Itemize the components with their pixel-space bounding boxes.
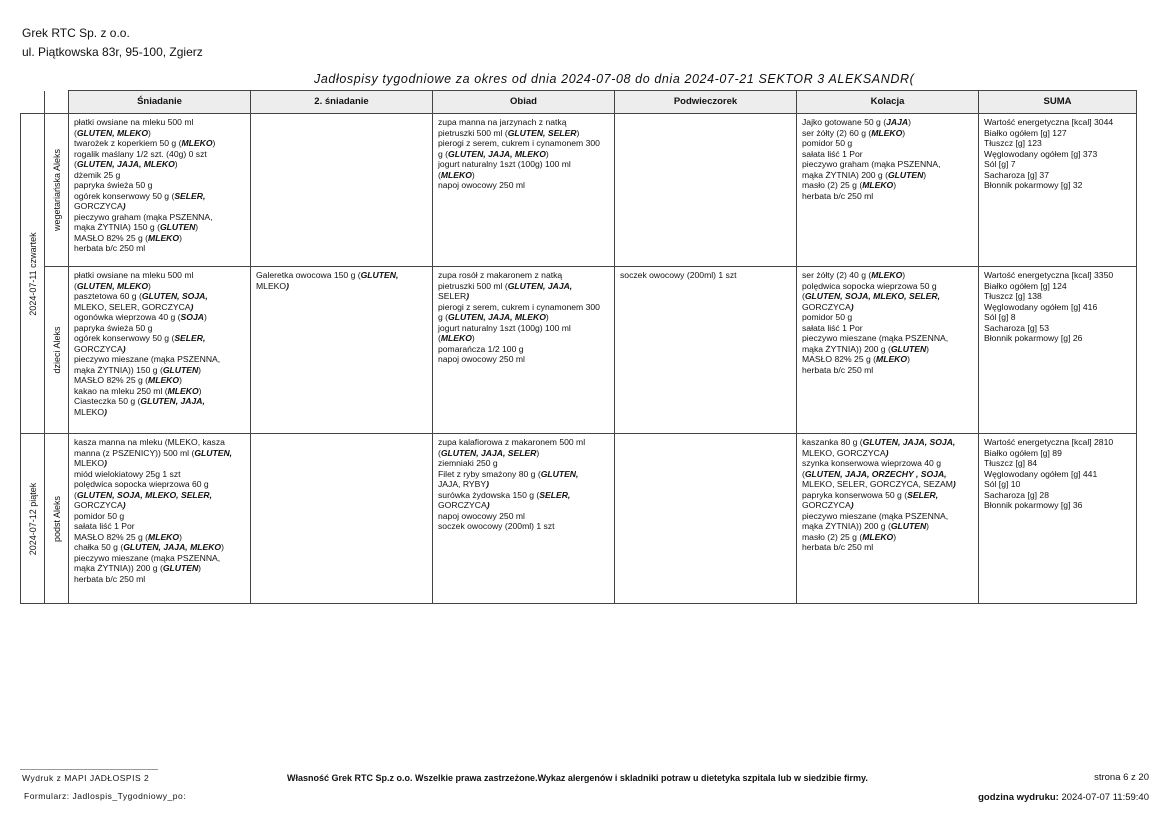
meal-line: Tłuszcz [g] 123 <box>984 138 1042 148</box>
allergen-text: GLUTEN, JAJA, MLEKO <box>123 542 222 552</box>
meal-line: Sacharoza [g] 53 <box>984 322 1049 333</box>
meal-cell-podwieczorek <box>615 267 797 434</box>
meal-line: GORCZYCA) <box>802 301 854 312</box>
meal-line: pieczywo mieszane (mąka PSZENNA, <box>802 510 949 521</box>
allergen-text: ) <box>850 301 854 312</box>
allergen-text: MLEKO <box>871 127 903 138</box>
meal-row <box>21 114 1137 267</box>
meal-line: GORCZYCA) <box>74 343 126 354</box>
meal-line: (GLUTEN, JAJA, SELER) <box>438 447 540 458</box>
meal-line: (MLEKO) <box>438 333 475 343</box>
allergen-text: GLUTEN <box>159 222 196 232</box>
meal-line: MLEKO, GORCZYCA) <box>802 447 889 458</box>
allergen-text: MLEKO <box>440 169 472 180</box>
header-blank <box>21 91 45 114</box>
meal-line: płatki owsiane na mleku 500 ml <box>74 270 194 280</box>
meal-line: zupa kalafiorowa z makaronem 500 ml <box>438 437 586 447</box>
meal-line: pierogi z serem, cukrem i cynamonem 300 <box>438 138 600 148</box>
header-blank <box>45 91 69 114</box>
meal-line: GORCZYCA) <box>74 500 126 510</box>
allergen-text: SOJA <box>180 312 204 322</box>
meal-line: jogurt naturalny 1szt (100g) 100 ml <box>438 322 571 333</box>
meal-line: pomidor 50 g <box>802 138 853 148</box>
allergen-text: GLUTEN, JAJA, ORZECHY , SOJA, <box>804 468 947 479</box>
allergen-text: ) <box>850 500 854 510</box>
meal-line: JAJA, RYBY) <box>438 479 489 489</box>
allergen-text: GLUTEN <box>890 343 927 354</box>
allergen-text: GLUTEN, <box>540 468 579 479</box>
allergen-text: GLUTEN <box>890 521 927 531</box>
meal-line: Sól [g] 10 <box>984 479 1021 489</box>
meal-line: (MLEKO) <box>438 169 475 180</box>
meal-line: MLEKO) <box>74 458 107 468</box>
allergen-text: GLUTEN <box>162 563 199 573</box>
meal-line: płatki owsiane na mleku 500 ml <box>74 117 194 127</box>
meal-line: MASŁO 82% 25 g (MLEKO) <box>74 375 182 385</box>
meal-cell-2-sniadanie <box>251 267 433 434</box>
meal-line: herbata b/c 250 ml <box>74 573 146 584</box>
meal-line: herbata b/c 250 ml <box>802 364 874 375</box>
allergen-text: GLUTEN <box>887 169 924 180</box>
meal-line: ogórek konserwowy 50 g (SELER, <box>74 190 206 201</box>
allergen-text: ) <box>104 458 107 468</box>
meal-line: Wartość energetyczna [kcal] 3044 <box>984 117 1114 127</box>
meal-line: Wartość energetyczna [kcal] 3350 <box>984 270 1114 280</box>
meal-line: jogurt naturalny 1szt (100g) 100 ml <box>438 159 571 169</box>
meal-line: pieczywo mieszane (mąka PSZENNA, <box>74 354 221 364</box>
meal-line: (GLUTEN, JAJA, ORZECHY , SOJA, <box>802 468 947 479</box>
meal-line: g (GLUTEN, JAJA, MLEKO) <box>438 148 549 159</box>
meal-line: mąka ŻYTNIA) 200 g (GLUTEN) <box>802 169 927 180</box>
allergen-text: SELER, <box>907 489 939 500</box>
meal-line: zupa manna na jarzynach z natką <box>438 117 567 127</box>
meal-line: herbata b/c 250 ml <box>802 542 874 552</box>
meal-line: szynka konserwowa wieprzowa 40 g <box>802 458 941 468</box>
meal-cell-sniadanie <box>69 267 251 434</box>
meal-line: Sól [g] 8 <box>984 312 1016 322</box>
meal-line: mąka ŻYTNIA)) 200 g (GLUTEN) <box>74 563 202 573</box>
allergen-text: ) <box>286 280 289 291</box>
footer-print-time <box>978 792 1149 803</box>
diet-name-cell <box>45 267 69 434</box>
allergen-text: GLUTEN, SOJA, <box>141 291 208 301</box>
day-date-cell <box>21 434 45 604</box>
allergen-text: ) <box>122 500 126 510</box>
meal-line: Tłuszcz [g] 84 <box>984 458 1038 468</box>
allergen-text: GLUTEN, JAJA, <box>140 396 205 406</box>
meal-line: Białko ogółem [g] 124 <box>984 280 1067 291</box>
meal-line: soczek owocowy (200ml) 1 szt <box>438 521 555 531</box>
meal-line: Jajko gotowane 50 g (JAJA) <box>802 117 911 127</box>
allergen-text: SELER, <box>174 190 206 201</box>
meal-line: Tłuszcz [g] 138 <box>984 291 1042 301</box>
meal-line: pierogi z serem, cukrem i cynamonem 300 <box>438 301 600 312</box>
meal-line: MASŁO 82% 25 g (MLEKO) <box>802 354 910 364</box>
meal-row <box>21 267 1137 434</box>
meal-cell-kolacja <box>797 267 979 434</box>
company-header <box>22 24 203 62</box>
company-address: ul. Piątkowska 83r, 95-100, Zgierz <box>22 45 203 59</box>
allergen-text: GLUTEN, <box>194 447 233 458</box>
meal-line: kasza manna na mleku (MLEKO, kasza <box>74 437 225 447</box>
allergen-text: GLUTEN, MLEKO <box>76 280 149 291</box>
meal-line: (GLUTEN, MLEKO) <box>74 280 151 291</box>
meal-cell-obiad <box>433 114 615 267</box>
meal-line: pomarańcza 1/2 100 g <box>438 343 524 354</box>
meal-line: MLEKO) <box>256 280 289 291</box>
allergen-text: MLEKO <box>871 270 903 280</box>
meal-line: pietruszki 500 ml (GLUTEN, JAJA, <box>438 280 573 291</box>
column-header-suma: SUMA <box>979 91 1137 114</box>
meal-line: sałata liść 1 Por <box>802 148 863 159</box>
meal-line: mąka ŻYTNIA)) 200 g (GLUTEN) <box>802 521 930 531</box>
meal-line: Sacharoza [g] 28 <box>984 489 1049 500</box>
allergen-text: GLUTEN, JAJA, <box>507 280 573 291</box>
allergen-text: SELER, <box>174 333 206 343</box>
meal-line: ser żółty (2) 60 g (MLEKO) <box>802 127 906 138</box>
column-header-obiad: Obiad <box>433 91 615 114</box>
meal-line: MASŁO 82% 25 g (MLEKO) <box>74 531 182 542</box>
meal-line: (GLUTEN, MLEKO) <box>74 127 151 138</box>
meal-line: manna (z PSZENICY)) 500 ml (GLUTEN, <box>74 447 233 458</box>
meal-line: ser żółty (2) 40 g (MLEKO) <box>802 270 906 280</box>
meal-line: pieczywo mieszane (mąka PSZENNA, <box>802 333 949 343</box>
allergen-text: ) <box>122 201 126 211</box>
meal-line: MLEKO, SELER, GORCZYCA, SEZAM) <box>802 479 956 489</box>
meal-line: pietruszki 500 ml (GLUTEN, SELER) <box>438 127 580 138</box>
allergen-text: SELER, <box>539 489 571 500</box>
meal-line: polędwica sopocka wieprzowa 50 g <box>802 280 937 291</box>
meal-line: miód wielokiatowy 25g 1 szt <box>74 468 181 479</box>
diet-name-label: wegetariańska Aleks <box>51 148 62 232</box>
allergen-text: GLUTEN, MLEKO <box>76 127 149 138</box>
meal-line: papryka konserwowa 50 g (SELER, <box>802 489 939 500</box>
meal-line: masło (2) 25 g (MLEKO) <box>802 180 897 190</box>
allergen-text: ) <box>190 301 194 312</box>
meal-line: SELER) <box>438 291 470 301</box>
meal-line: Galeretka owocowa 150 g (GLUTEN, <box>256 270 399 280</box>
meal-line: pomidor 50 g <box>802 312 853 322</box>
meal-line: (GLUTEN, JAJA, MLEKO) <box>74 159 178 169</box>
meal-line: Sacharoza [g] 37 <box>984 169 1049 180</box>
allergen-text: MLEKO <box>876 354 908 364</box>
footer-print-label: godzina wydruku: <box>978 792 1059 803</box>
allergen-text: MLEKO <box>440 333 472 343</box>
meal-line: pasztetowa 60 g (GLUTEN, SOJA, <box>74 291 208 301</box>
allergen-text: MLEKO <box>148 531 180 542</box>
meal-line: mąka ŻYTNIA)) 200 g (GLUTEN) <box>802 343 930 354</box>
allergen-text: MLEKO <box>862 180 894 190</box>
footer-divider <box>20 769 158 770</box>
meal-line: MLEKO) <box>74 406 107 417</box>
meal-line: zupa rosół z makaronem z natką <box>438 270 563 280</box>
footer-form-name: Formularz: Jadlospis_Tygodniowy_po: <box>24 791 187 801</box>
meal-line: Filet z ryby smażony 80 g (GLUTEN, <box>438 468 579 479</box>
allergen-text: ) <box>486 500 490 510</box>
column-header-sniadanie: Śniadanie <box>69 91 251 114</box>
diet-name-label: dzieci Aleks <box>51 326 62 374</box>
meal-line: Błonnik pokarmowy [g] 36 <box>984 500 1083 510</box>
allergen-text: MLEKO <box>862 531 894 542</box>
allergen-text: GLUTEN, SELER <box>507 127 577 138</box>
footer-copyright: Własność Grek RTC Sp.z o.o. Wszelkie prawa zastrzeżone.Wykaz alergenów i skladniki potraw u dietetyka szpitala lub w siedzibie firmy. <box>287 773 868 783</box>
allergen-text: MLEKO <box>181 138 213 148</box>
meal-row <box>21 434 1137 604</box>
allergen-text: MLEKO <box>148 375 180 385</box>
meal-line: Ciasteczka 50 g (GLUTEN, JAJA, <box>74 396 205 406</box>
meal-line: polędwica sopocka wieprzowa 60 g <box>74 479 209 489</box>
meal-line: papryka świeża 50 g <box>74 180 153 190</box>
allergen-text: GLUTEN, SOJA, MLEKO, SELER, <box>76 489 212 500</box>
meal-line: papryka świeża 50 g <box>74 322 153 333</box>
day-date-cell <box>21 114 45 434</box>
meal-line: dżemik 25 g <box>74 169 121 180</box>
meal-line: pieczywo graham (mąka PSZENNA, <box>802 159 941 169</box>
meal-line: twarożek z koperkiem 50 g (MLEKO) <box>74 138 216 148</box>
meal-cell-suma <box>979 114 1137 267</box>
meal-line: masło (2) 25 g (MLEKO) <box>802 531 897 542</box>
document-title <box>200 72 920 88</box>
meal-cell-sniadanie <box>69 114 251 267</box>
allergen-text: JAJA <box>886 117 909 127</box>
meal-line: Wartość energetyczna [kcal] 2810 <box>984 437 1114 447</box>
meal-line: Błonnik pokarmowy [g] 26 <box>984 333 1083 343</box>
meal-line: pomidor 50 g <box>74 510 125 521</box>
meal-line: Węglowodany ogółem [g] 416 <box>984 301 1098 312</box>
meal-line: Błonnik pokarmowy [g] 32 <box>984 180 1083 190</box>
allergen-text: GLUTEN, JAJA, MLEKO <box>76 159 175 169</box>
meal-line: Węglowodany ogółem [g] 441 <box>984 468 1098 479</box>
meal-line: Sól [g] 7 <box>984 159 1016 169</box>
day-date-label: 2024-07-12 piątek <box>27 482 38 555</box>
meal-line: pieczywo mieszane (mąka PSZENNA, <box>74 552 221 563</box>
allergen-text: GLUTEN, SOJA, MLEKO, SELER, <box>804 291 940 301</box>
meal-line: herbata b/c 250 ml <box>802 190 874 201</box>
allergen-text: ) <box>122 343 126 354</box>
menu-body <box>21 114 1137 604</box>
allergen-text: GLUTEN, JAJA, MLEKO <box>448 148 546 159</box>
meal-line: g (GLUTEN, JAJA, MLEKO) <box>438 312 549 322</box>
meal-cell-obiad <box>433 267 615 434</box>
meal-line: soczek owocowy (200ml) 1 szt <box>620 270 737 280</box>
allergen-text: GLUTEN, JAJA, SELER <box>440 447 537 458</box>
meal-line: ogonówka wieprzowa 40 g (SOJA) <box>74 312 207 322</box>
meal-line: mąka ŻYTNIA)) 150 g (GLUTEN) <box>74 364 202 375</box>
day-date-label: 2024-07-11 czwartek <box>27 231 38 316</box>
meal-line: GORCZYCA) <box>74 201 126 211</box>
meal-line: GORCZYCA) <box>802 500 854 510</box>
meal-line: surówka żydowska 150 g (SELER, <box>438 489 571 500</box>
meal-line: herbata b/c 250 ml <box>74 243 146 253</box>
company-name: Grek RTC Sp. z o.o. <box>22 26 130 40</box>
meal-line: pieczywo graham (mąka PSZENNA, <box>74 211 213 222</box>
allergen-text: GLUTEN, JAJA, SOJA, <box>862 437 956 447</box>
meal-line: napoj owocowy 250 ml <box>438 510 525 521</box>
allergen-text: MLEKO <box>167 385 199 396</box>
footer-print-source: Wydruk z MAPI JADŁOSPIS 2 <box>22 773 150 783</box>
menu-table <box>20 90 1137 604</box>
meal-line: sałata liść 1 Por <box>74 521 135 531</box>
document-title-text: Jadłospisy tygodniowe za okres od dnia 2024-07-08 do dnia 2024-07-21 SEKTOR 3 ALEKSANDR( <box>314 72 915 86</box>
meal-cell-2-sniadanie <box>251 434 433 604</box>
allergen-text: ) <box>885 447 889 458</box>
column-header-podwieczorek: Podwieczorek <box>615 91 797 114</box>
header-row <box>21 91 1137 114</box>
meal-cell-2-sniadanie <box>251 114 433 267</box>
meal-cell-suma <box>979 434 1137 604</box>
meal-line: Węglowodany ogółem [g] 373 <box>984 148 1098 159</box>
diet-name-cell <box>45 434 69 604</box>
meal-line: kakao na mleku 250 ml (MLEKO) <box>74 385 202 396</box>
allergen-text: MLEKO <box>148 232 180 243</box>
meal-cell-kolacja <box>797 434 979 604</box>
column-header-2-sniadanie: 2. śniadanie <box>251 91 433 114</box>
meal-line: Białko ogółem [g] 89 <box>984 447 1062 458</box>
allergen-text: ) <box>466 291 470 301</box>
meal-line: napoj owocowy 250 ml <box>438 354 525 364</box>
meal-line: chałka 50 g (GLUTEN, JAJA, MLEKO) <box>74 542 224 552</box>
meal-line: (GLUTEN, SOJA, MLEKO, SELER, <box>74 489 212 500</box>
footer-print-value: 2024-07-07 11:59:40 <box>1061 792 1149 803</box>
meal-cell-obiad <box>433 434 615 604</box>
allergen-text: GLUTEN, <box>360 270 399 280</box>
allergen-text: ) <box>104 406 107 417</box>
meal-line: kaszanka 80 g (GLUTEN, JAJA, SOJA, <box>802 437 956 447</box>
diet-name-cell <box>45 114 69 267</box>
meal-line: MASŁO 82% 25 g (MLEKO) <box>74 232 182 243</box>
meal-line: Białko ogółem [g] 127 <box>984 127 1067 138</box>
meal-cell-podwieczorek <box>615 434 797 604</box>
column-header-kolacja: Kolacja <box>797 91 979 114</box>
meal-cell-podwieczorek <box>615 114 797 267</box>
allergen-text: ) <box>952 479 956 489</box>
meal-line: MLEKO, SELER, GORCZYCA) <box>74 301 194 312</box>
meal-line: mąka ŻYTNIA) 150 g (GLUTEN) <box>74 222 199 232</box>
diet-name-label: podst Aleks <box>51 495 62 542</box>
meal-cell-kolacja <box>797 114 979 267</box>
allergen-text: GLUTEN <box>162 364 199 375</box>
meal-cell-suma <box>979 267 1137 434</box>
allergen-text: ) <box>486 479 489 489</box>
meal-line: ogórek konserwowy 50 g (SELER, <box>74 333 206 343</box>
meal-line: napoj owocowy 250 ml <box>438 180 525 190</box>
meal-line: sałata liść 1 Por <box>802 322 863 333</box>
footer-page-number: strona 6 z 20 <box>1094 772 1149 783</box>
meal-line: rogalik maślany 1/2 szt. (40g) 0 szt <box>74 148 207 159</box>
allergen-text: GLUTEN, JAJA, MLEKO <box>448 312 546 322</box>
meal-line: GORCZYCA) <box>438 500 490 510</box>
meal-cell-sniadanie <box>69 434 251 604</box>
meal-line: ziemniaki 250 g <box>438 458 498 468</box>
meal-line: (GLUTEN, SOJA, MLEKO, SELER, <box>802 291 940 301</box>
